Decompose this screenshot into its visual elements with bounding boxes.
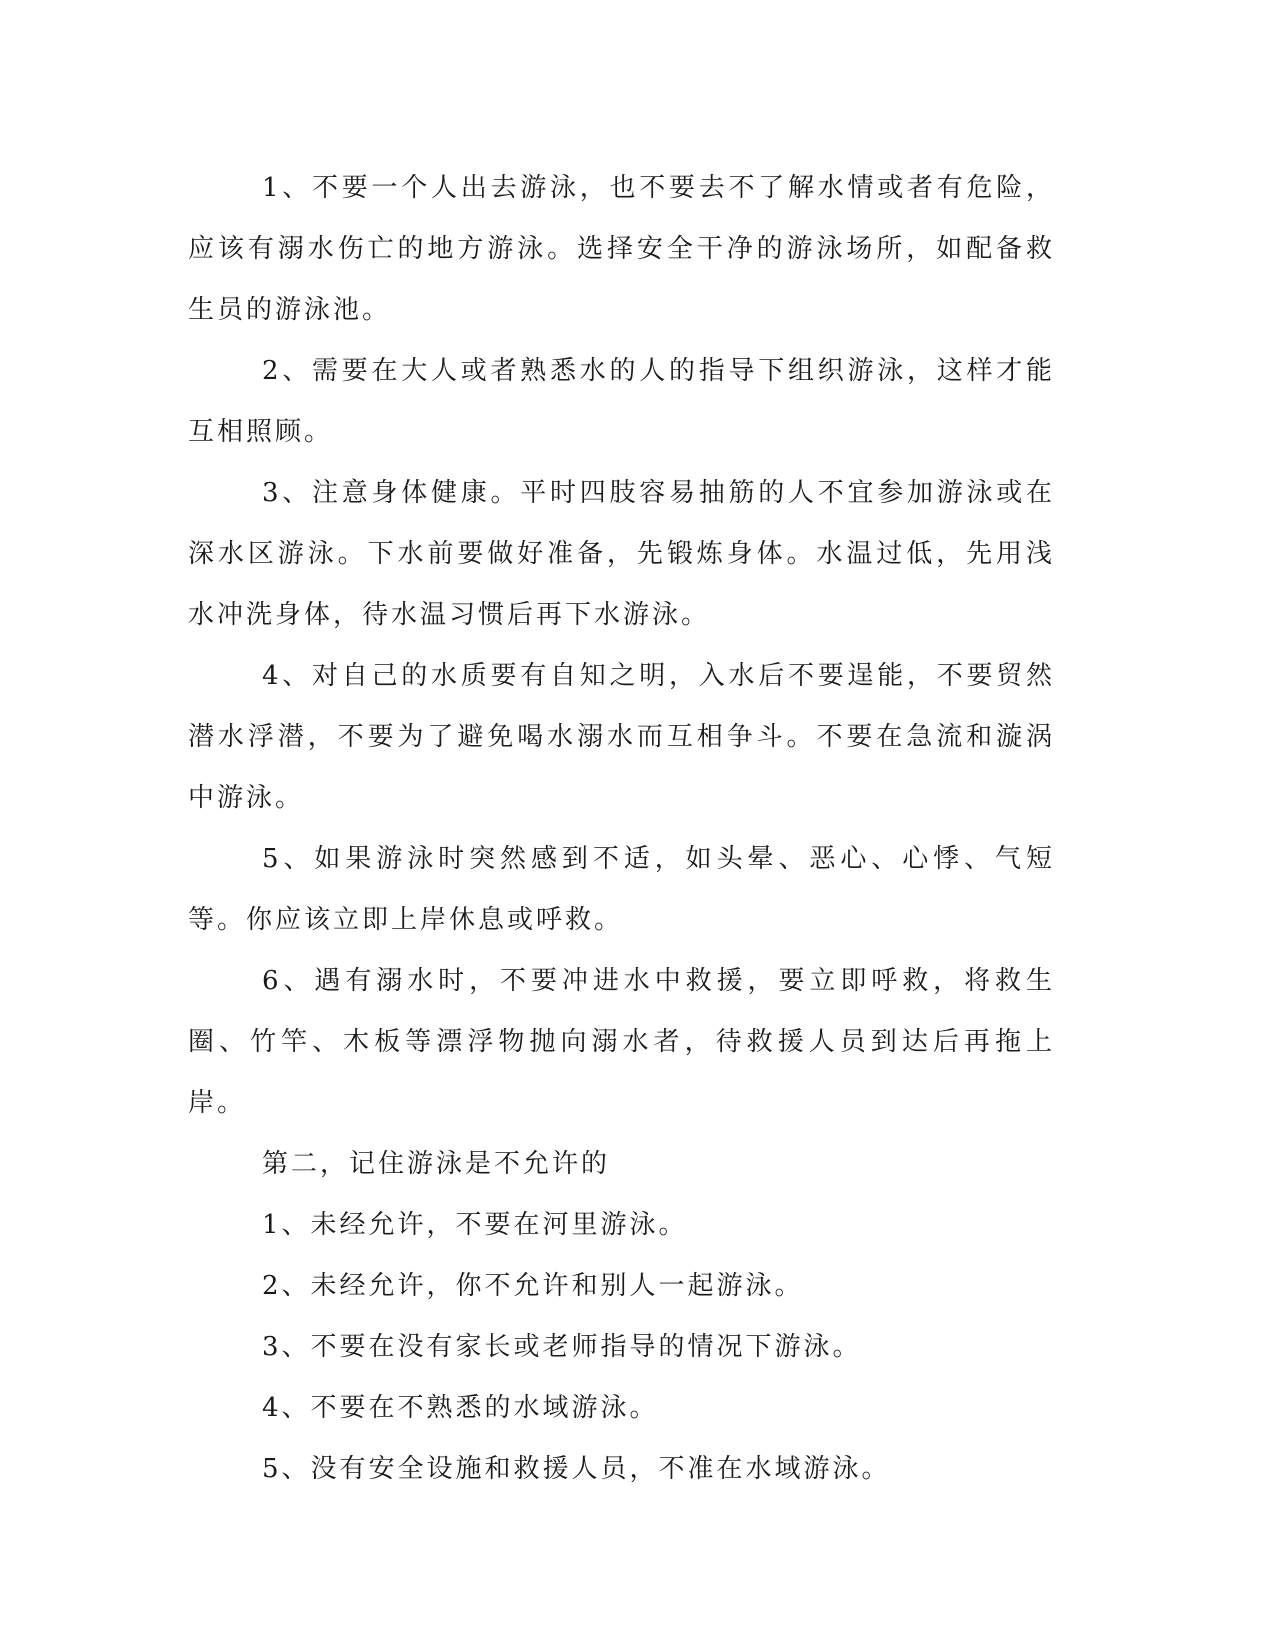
paragraph-safety-6: 6、遇有溺水时，不要冲进水中救援，要立即呼救，将救生圈、竹竿、木板等漂浮物抛向溺水者，待救援人员到达后再拖上岸。 [188,966,1055,1118]
paragraph-safety-5: 5、如果游泳时突然感到不适，如头晕、恶心、心悸、气短等。你应该立即上岸休息或呼救。 [188,844,1055,935]
section-heading: 第二，记住游泳是不允许的 [262,1149,611,1179]
rule-item-4: 4、不要在不熟悉的水域游泳。 [262,1393,659,1423]
rule-item-5: 5、没有安全设施和救援人员，不准在水域游泳。 [262,1454,891,1484]
rule-item-2: 2、未经允许，你不允许和别人一起游泳。 [262,1271,804,1301]
paragraph-safety-4: 4、对自己的水质要有自知之明，入水后不要逞能，不要贸然潜水浮潜，不要为了避免喝水溺水而互相争斗。不要在急流和漩涡中游泳。 [188,661,1055,813]
rule-item-1: 1、未经允许，不要在河里游泳。 [262,1210,688,1240]
paragraph-safety-1: 1、不要一个人出去游泳，也不要去不了解水情或者有危险，应该有溺水伤亡的地方游泳。选择安全干净的游泳场所，如配备救生员的游泳池。 [188,173,1055,325]
paragraph-safety-2: 2、需要在大人或者熟悉水的人的指导下组织游泳，这样才能互相照顾。 [188,356,1055,447]
rule-item-3: 3、不要在没有家长或老师指导的情况下游泳。 [262,1332,862,1362]
paragraph-safety-3: 3、注意身体健康。平时四肢容易抽筋的人不宜参加游泳或在深水区游泳。下水前要做好准备，先锻炼身体。水温过低，先用浅水冲洗身体，待水温习惯后再下水游泳。 [188,478,1055,630]
document-body [188,158,1055,1500]
